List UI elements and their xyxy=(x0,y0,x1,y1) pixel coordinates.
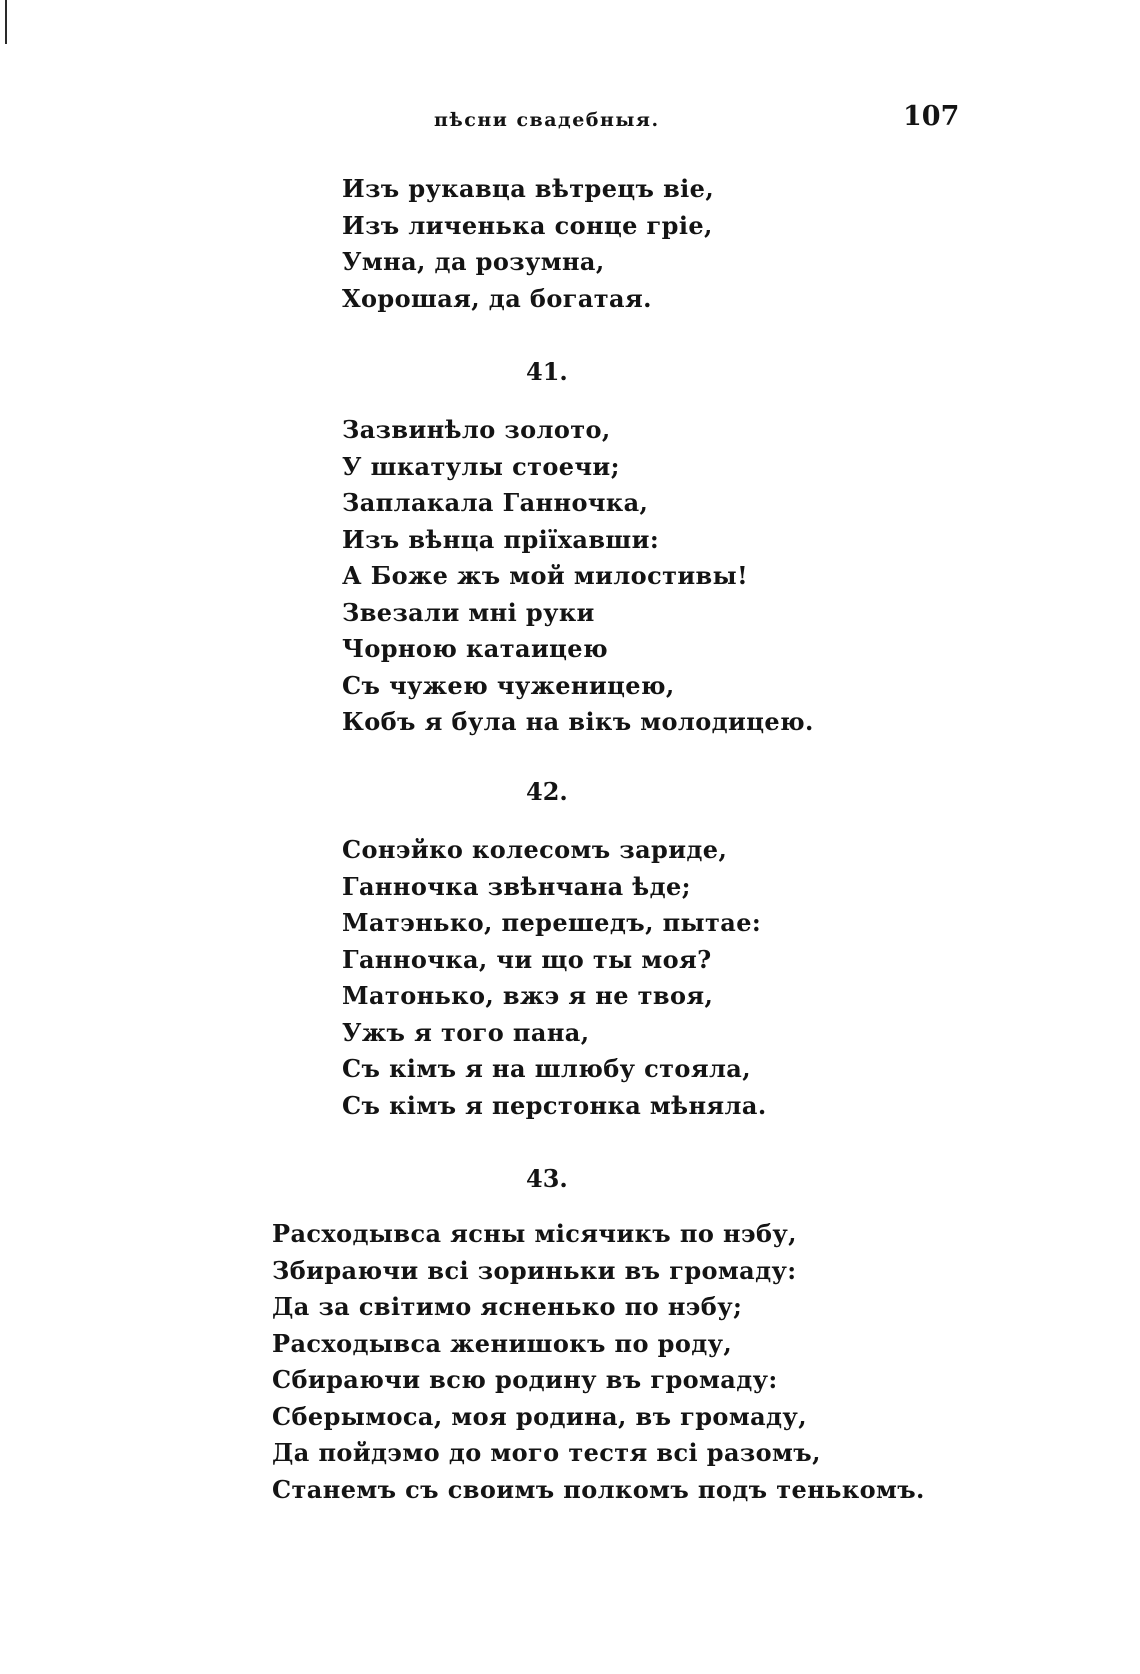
verse-line: Станемъ съ своимъ полкомъ подъ тенькомъ. xyxy=(272,1474,925,1504)
verse-line: Ганночка, чи що ты моя? xyxy=(342,944,712,974)
verse-line: Ганночка звѣнчана ѣде; xyxy=(342,871,691,901)
page-number: 107 xyxy=(903,101,960,132)
verse-line: Расходывса женишокъ по роду, xyxy=(272,1328,733,1358)
verse-line: Да за світимо ясненько по нэбу; xyxy=(272,1292,743,1321)
verse-line: Збираючи всі зориньки въ громаду: xyxy=(272,1255,797,1285)
verse-line: Съ кімъ я перстонка мѣняла. xyxy=(342,1090,767,1120)
verse-song-41 xyxy=(342,412,814,741)
verse-line: Изъ личенька сонце гріе, xyxy=(342,210,713,240)
song-number-41: 41. xyxy=(526,357,568,386)
verse-line: Чорною катаицею xyxy=(342,634,608,663)
verse-line: Изъ вѣнца пріїхавши: xyxy=(342,524,660,554)
verse-song-42 xyxy=(342,832,767,1124)
verse-line: Зазвинѣло золото, xyxy=(342,415,611,444)
song-number-43: 43. xyxy=(526,1164,568,1193)
verse-line: Ужъ я того пана, xyxy=(342,1017,590,1047)
song-number-42: 42. xyxy=(526,777,568,806)
running-title: пѣсни свадебныя. xyxy=(434,109,660,131)
verse-song-43 xyxy=(272,1216,925,1508)
verse-line: Изъ рукавца вѣтрецъ віе, xyxy=(342,174,715,203)
verse-line: Умна, да розумна, xyxy=(342,247,605,276)
verse-line: Матэнько, перешедъ, пытае: xyxy=(342,908,762,937)
verse-line: Сбираючи всю родину въ громаду: xyxy=(272,1365,778,1394)
verse-line: Сонэйко колесомъ зариде, xyxy=(342,835,728,864)
verse-line: А Боже жъ мой милостивы! xyxy=(342,561,749,590)
verse-line: Расходывса ясны місячикъ по нэбу, xyxy=(272,1219,797,1248)
verse-line: Кобъ я була на вікъ молодицею. xyxy=(342,707,814,736)
verse-line: Хорошая, да богатая. xyxy=(342,283,652,313)
verse-line: У шкатулы стоечи; xyxy=(342,451,620,481)
verse-line: Заплакала Ганночка, xyxy=(342,488,649,517)
verse-line: Сберымоса, моя родина, въ громаду, xyxy=(272,1401,807,1431)
verse-line: Съ чужею чуженицею, xyxy=(342,670,675,700)
verse-continuation xyxy=(342,171,714,317)
verse-line: Съ кімъ я на шлюбу стояла, xyxy=(342,1054,751,1083)
verse-line: Да пойдэмо до мого тестя всі разомъ, xyxy=(272,1438,821,1467)
verse-line: Звезали мні руки xyxy=(342,597,595,627)
page-edge-mark xyxy=(5,0,7,44)
verse-line: Матонько, вжэ я не твоя, xyxy=(342,981,714,1010)
